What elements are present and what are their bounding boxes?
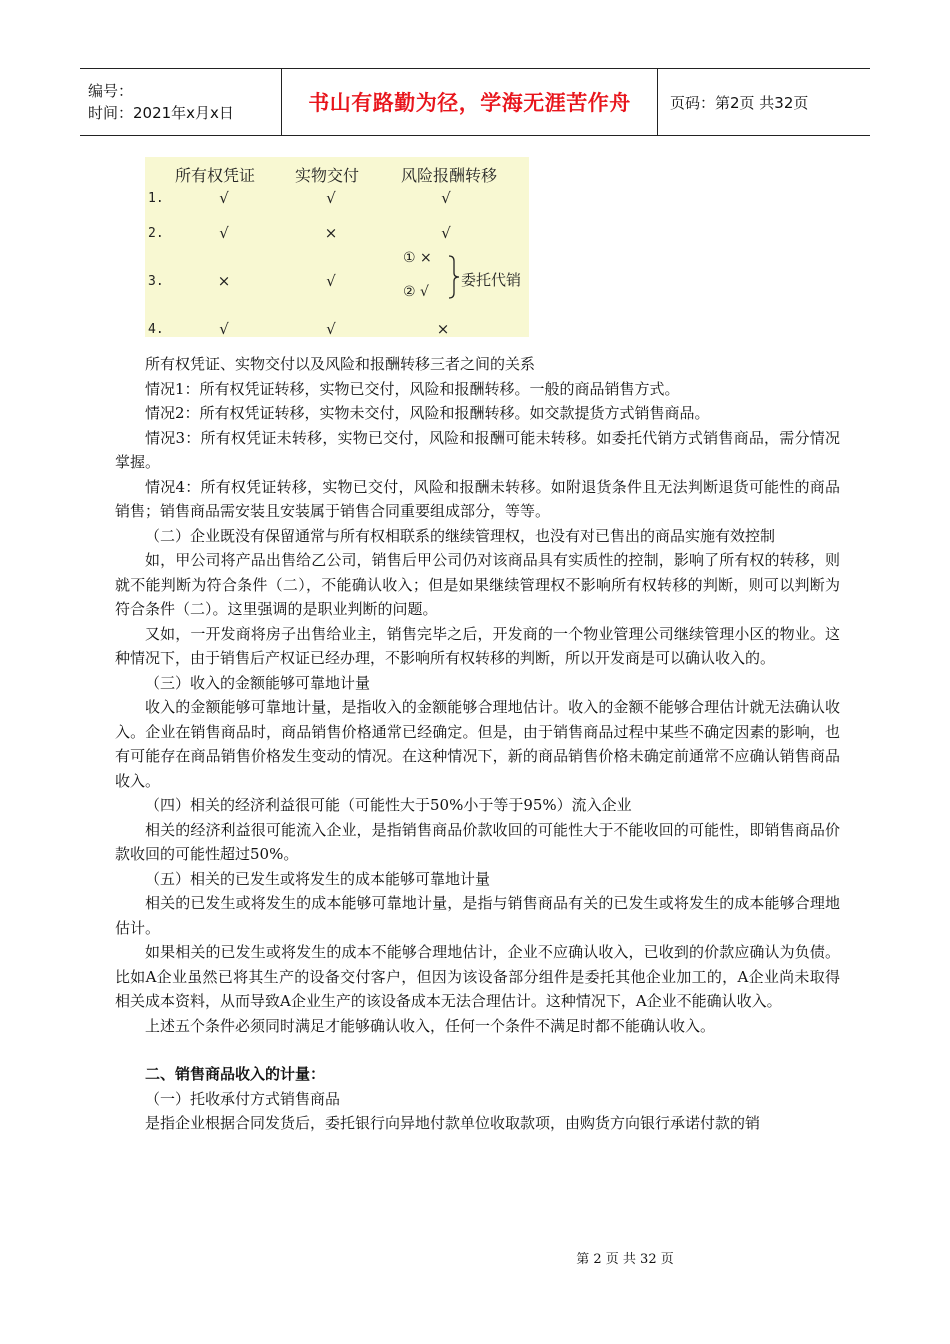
sub-case-1: ① × — [403, 250, 432, 266]
body-paragraph: 所有权凭证、实物交付以及风险和报酬转移三者之间的关系 — [145, 355, 536, 373]
check-mark: √ — [219, 224, 229, 242]
body-paragraph: 如果相关的已发生或将发生的成本不能够合理地估计，企业不应确认收入，已收到的价款应确认为负债。比如A企业虽然已将其生产的设备交付客户，但因为该设备部分组件是委托其他企业加工的，A企业尚未取得相关成本资料，从而导致A企业生产的该设备成本无法合理估计。这种情况下，A企业不能确认收入。 — [115, 943, 840, 1010]
figure-column-header: 风险报酬转移 — [401, 166, 498, 185]
body-paragraph: 相关的已发生或将发生的成本能够可靠地计量，是指与销售商品有关的已发生或将发生的成本能够合理地估计。 — [115, 894, 840, 937]
document-body — [115, 352, 840, 1136]
cross-mark: × — [217, 272, 231, 290]
figure-row-number: 2. — [148, 226, 164, 241]
brace-icon — [447, 255, 461, 299]
section-heading: 二、销售商品收入的计量： — [145, 1065, 326, 1083]
body-paragraph: 情况1：所有权凭证转移，实物已交付，风险和报酬转移。一般的商品销售方式。 — [145, 379, 680, 398]
paragraph-gap — [115, 1038, 840, 1062]
body-paragraph: 情况2：所有权凭证转移，实物未交付，风险和报酬转移。如交款提货方式销售商品。 — [145, 404, 710, 422]
consignment-label: 委托代销 — [461, 271, 522, 289]
body-paragraph: 相关的经济利益很可能流入企业，是指销售商品价款收回的可能性大于不能收回的可能性，即销售商品价款收回的可能性超过50%。 — [115, 820, 840, 863]
body-paragraph: 上述五个条件必须同时满足才能够确认收入，任何一个条件不满足时都不能确认收入。 — [145, 1016, 716, 1035]
check-mark: √ — [441, 189, 451, 207]
page-header — [80, 68, 870, 136]
page-footer: 第 2 页 共 32 页 — [576, 1252, 674, 1267]
body-paragraph: 是指企业根据合同发货后，委托银行向异地付款单位收取款项，由购货方向银行承诺付款的销 — [145, 1114, 761, 1132]
header-motto-cell — [282, 69, 658, 135]
header-page-cell — [658, 69, 870, 135]
figure-row-number: 1. — [148, 191, 164, 206]
document-number: 编号： — [88, 82, 134, 100]
figure-row-number: 3. — [148, 274, 164, 289]
check-mark: √ — [219, 189, 229, 207]
body-paragraph: （二）企业既没有保留通常与所有权相联系的继续管理权，也没有对已售出的商品实施有效控制 — [145, 526, 776, 545]
body-paragraph: （四）相关的经济利益很可能（可能性大于50%小于等于95%）流入企业 — [145, 796, 632, 814]
sub-case-2: ② √ — [403, 284, 429, 300]
body-paragraph: 又如，一开发商将房子出售给业主，销售完毕之后，开发商的一个物业管理公司继续管理小区的物业。这种情况下，由于销售后产权证已经办理，不影响所有权转移的判断，所以开发商是可以确认收入的。 — [115, 624, 840, 667]
check-mark: √ — [326, 320, 336, 338]
header-motto: 书山有路勤为径，学海无涯苦作舟 — [308, 91, 631, 115]
ownership-risk-figure — [145, 157, 529, 337]
figure-row-number: 4. — [148, 322, 164, 337]
document-date: 时间：2021年x月x日 — [88, 104, 234, 122]
cross-mark: × — [436, 320, 450, 338]
figure-column-header: 实物交付 — [295, 166, 360, 185]
body-paragraph: （三）收入的金额能够可靠地计量 — [145, 673, 371, 692]
check-mark: √ — [326, 189, 336, 207]
body-paragraph: （五）相关的已发生或将发生的成本能够可靠地计量 — [145, 869, 491, 888]
check-mark: √ — [219, 320, 229, 338]
check-mark: √ — [326, 272, 336, 290]
figure-column-header: 所有权凭证 — [175, 166, 256, 185]
body-paragraph: 收入的金额能够可靠地计量，是指收入的金额能够合理地估计。收入的金额不能够合理估计就无法确认收入。企业在销售商品时，商品销售价格通常已经确定。但是，由于销售商品过程中某些不确定因素的影响，也有可能存在商品销售价格发生变动的情况。在这种情况下，新的商品销售价格未确定前通常不应确认销售商品收入。 — [115, 698, 840, 790]
body-paragraph: 情况3：所有权凭证未转移，实物已交付，风险和报酬可能未转移。如委托代销方式销售商品，需分情况掌握。 — [115, 428, 840, 471]
header-page-number: 页码：第2页 共32页 — [670, 93, 809, 112]
body-paragraph: 如，甲公司将产品出售给乙公司，销售后甲公司仍对该商品具有实质性的控制，影响了所有权的转移，则就不能判断为符合条件（二），不能确认收入；但是如果继续管理权不影响所有权转移的判断，则可以判断为符合条件（二）。这里强调的是职业判断的问题。 — [115, 551, 840, 618]
check-mark: √ — [441, 224, 451, 242]
cross-mark: × — [324, 224, 338, 242]
header-meta — [80, 69, 282, 135]
body-paragraph: 情况4：所有权凭证转移，实物已交付，风险和报酬未转移。如附退货条件且无法判断退货可能性的商品销售；销售商品需安装且安装属于销售合同重要组成部分，等等。 — [115, 477, 840, 520]
body-paragraph: （一）托收承付方式销售商品 — [145, 1089, 341, 1108]
